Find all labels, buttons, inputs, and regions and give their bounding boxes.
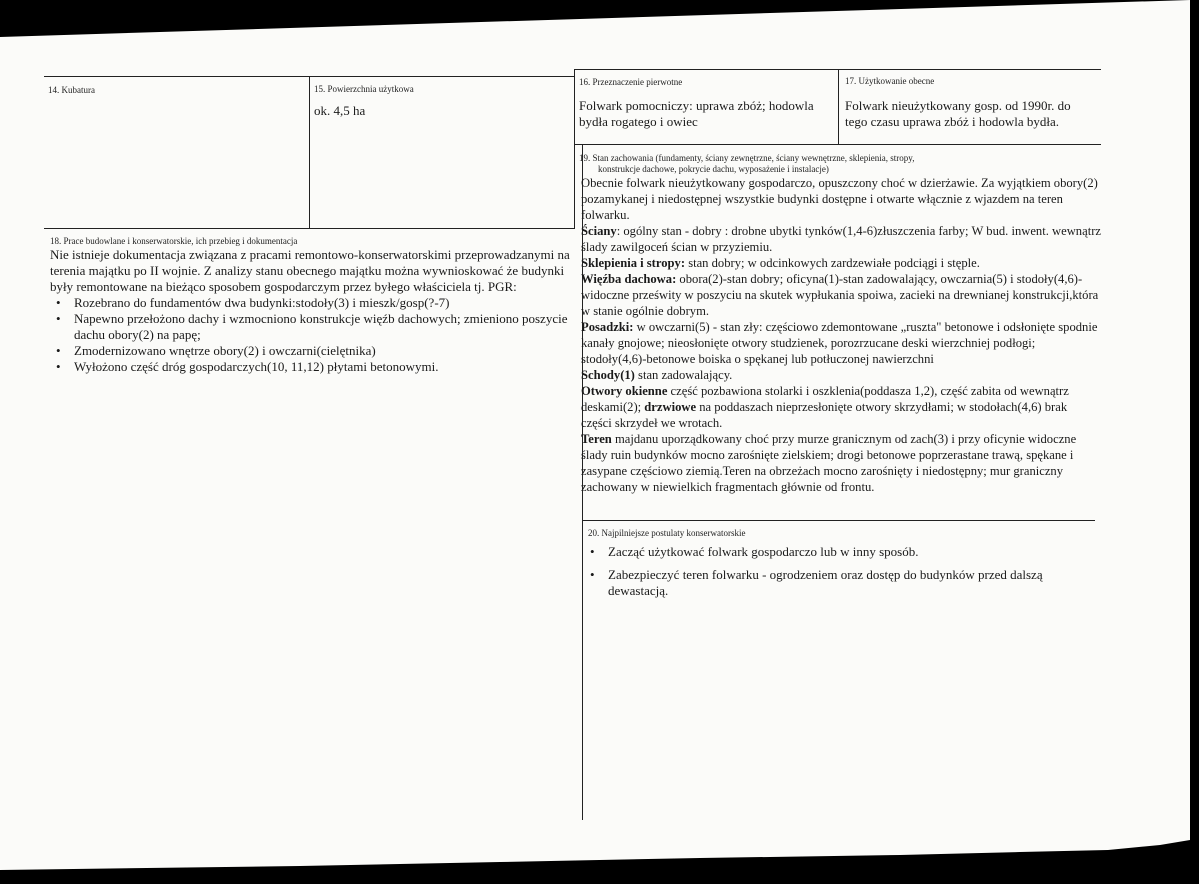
field-19-vaults <box>581 255 1101 271</box>
field-19-label-line2: konstrukcje dachowe, pokrycie dachu, wyposażenie i instalacje) <box>598 164 829 174</box>
list-item: • Rozebrano do fundamentów dwa budynki:stodoły(3) i mieszk/gosp(?-7) <box>50 295 570 311</box>
vaults-text: stan dobry; w odcinkowych zardzewiałe podciągi i stęple. <box>685 256 980 270</box>
terrain-text: majdanu uporządkowany choć przy murze granicznym od zach(3) i przy oficynie widoczne ślady ruin budynków mocno zarośnięte zielskiem; drogi betonowe poprzerastane trawą, spękane i zasypane częściowo ziemią.Teren na obrzeżach mocno zarośnięty i niedostępny; mur graniczny zachowany w niewielkich fragmentach głównie od frontu. <box>581 432 1077 494</box>
field-19-roof <box>581 271 1101 319</box>
rule-divider-16-17 <box>838 69 839 145</box>
field-18-intro: Nie istnieje dokumentacja związana z pracami remontowo-konserwatorskimi przeprowadzanymi na terenia majątku po II wojnie. Z analizy stanu obecnego majątku można wywnioskować że budynki były remontowane na bieżąco sposobem gospodarczym przez byłego właściciela tj. PGR: <box>50 247 570 294</box>
terrain-heading: Teren <box>581 432 612 446</box>
windows-text: część pozbawiona stolarki i oszklenia(poddasza 1,2), część zabita od wewnątrz deskami(2); <box>581 384 1069 414</box>
field-19-label-line1: 19. Stan zachowania (fundamenty, ściany zewnętrzne, ściany wewnętrzne, sklepienia, stropy, <box>579 153 915 163</box>
field-20-body <box>584 544 1084 599</box>
field-19-terrain <box>581 431 1101 495</box>
vaults-heading: Sklepienia i stropy: <box>581 256 686 270</box>
list-item: • Wyłożono część dróg gospodarczych(10, 11,12) płytami betonowymi. <box>50 359 570 375</box>
list-item: • Zmodernizowano wnętrze obory(2) i owczarni(cielętnika) <box>50 343 570 359</box>
field-18-label: 18. Prace budowlane i konserwatorskie, ich przebieg i dokumentacja <box>50 236 298 246</box>
field-15-value: ok. 4,5 ha <box>314 103 366 118</box>
list-item: • Zacząć użytkować folwark gospodarczo lub w inny sposób. <box>584 544 1084 560</box>
windows-heading: Otwory okienne <box>581 384 668 398</box>
field-14-label: 14. Kubatura <box>48 85 95 95</box>
walls-text: : ogólny stan - dobry : drobne ubytki tynków(1,4-6)złuszczenia farby; W bud. inwent. wewnątrz ślady zawilgoceń ścian w przyziemiu. <box>581 224 1101 254</box>
field-15-label: 15. Powierzchnia użytkowa <box>314 84 414 94</box>
rule-under-19 <box>582 520 1095 521</box>
field-19-floors <box>581 319 1101 367</box>
field-19-intro: Obecnie folwark nieużytkowany gospodarczo, opuszczony choć w dzierżawie. Za wyjątkiem obory(2) pozamykanej i niedostępnej wszystkie budynki dostępne i otwarte włącznie z wjazdem na teren folwarku. <box>581 176 1098 222</box>
roof-heading: Więźba dachowa: <box>581 272 677 286</box>
field-17-value: Folwark nieużytkowany gosp. od 1990r. do tego czasu uprawa zbóż i hodowla bydła. <box>845 98 1071 129</box>
stairs-heading: Schody(1) <box>581 368 635 382</box>
field-19-stairs <box>581 367 1101 383</box>
field-18-body <box>50 247 570 375</box>
field-17-label: 17. Użytkowanie obecne <box>845 76 935 86</box>
rule-under-14-15 <box>44 228 574 229</box>
doors-heading: drzwiowe <box>641 400 697 414</box>
field-19-walls <box>581 223 1101 255</box>
rule-under-16-17 <box>574 144 1101 145</box>
walls-heading: Ściany <box>581 224 617 238</box>
field-16-label: 16. Przeznaczenie pierwotne <box>579 77 683 87</box>
rule-divider-14-15 <box>309 76 310 228</box>
field-20-label: 20. Najpilniejsze postulaty konserwatorskie <box>588 528 746 538</box>
list-item: • Zabezpieczyć teren folwarku - ogrodzeniem oraz dostęp do budynków przed dalszą dewastacją. <box>584 567 1084 599</box>
roof-text: obora(2)-stan dobry; oficyna(1)-stan zadowalający, owczarnia(5) i stodoły(4,6)- widoczne prześwity w poszyciu na skutek wypłukania spoiwa, zacieki na drewnianej konstrukcji,która w stanie ogólnie dobrym. <box>581 272 1099 318</box>
field-18-list <box>50 295 570 375</box>
floors-heading: Posadzki: <box>581 320 634 334</box>
floors-text: w owczarni(5) - stan zły: częściowo zdemontowane „ruszta" betonowe i odsłonięte spodnie kanały gnojowe; nieosłonięte otwory studzienek, porozrzucane deski wierzchniej podłogi; stodoły(4,6)-betonowe boiska o spękanej lub potłuczonej nawierzchni <box>581 320 1098 366</box>
field-20-list <box>584 544 1084 599</box>
field-19-openings <box>581 383 1101 431</box>
list-item: • Napewno przełożono dachy i wzmocniono konstrukcje więźb dachowych; zmieniono poszycie dachu obory(2) na papę; <box>50 311 570 343</box>
field-16-value: Folwark pomocniczy: uprawa zbóż; hodowla bydła rogatego i owiec <box>579 98 814 129</box>
doors-text: na poddaszach nieprzesłonięte otwory skrzydłami; w stodołach(4,6) brak części skrzydeł we wrotach. <box>581 400 1068 430</box>
field-19-body <box>581 175 1101 495</box>
stairs-text: stan zadowalający. <box>634 368 733 382</box>
rule-divider-center <box>574 69 575 229</box>
